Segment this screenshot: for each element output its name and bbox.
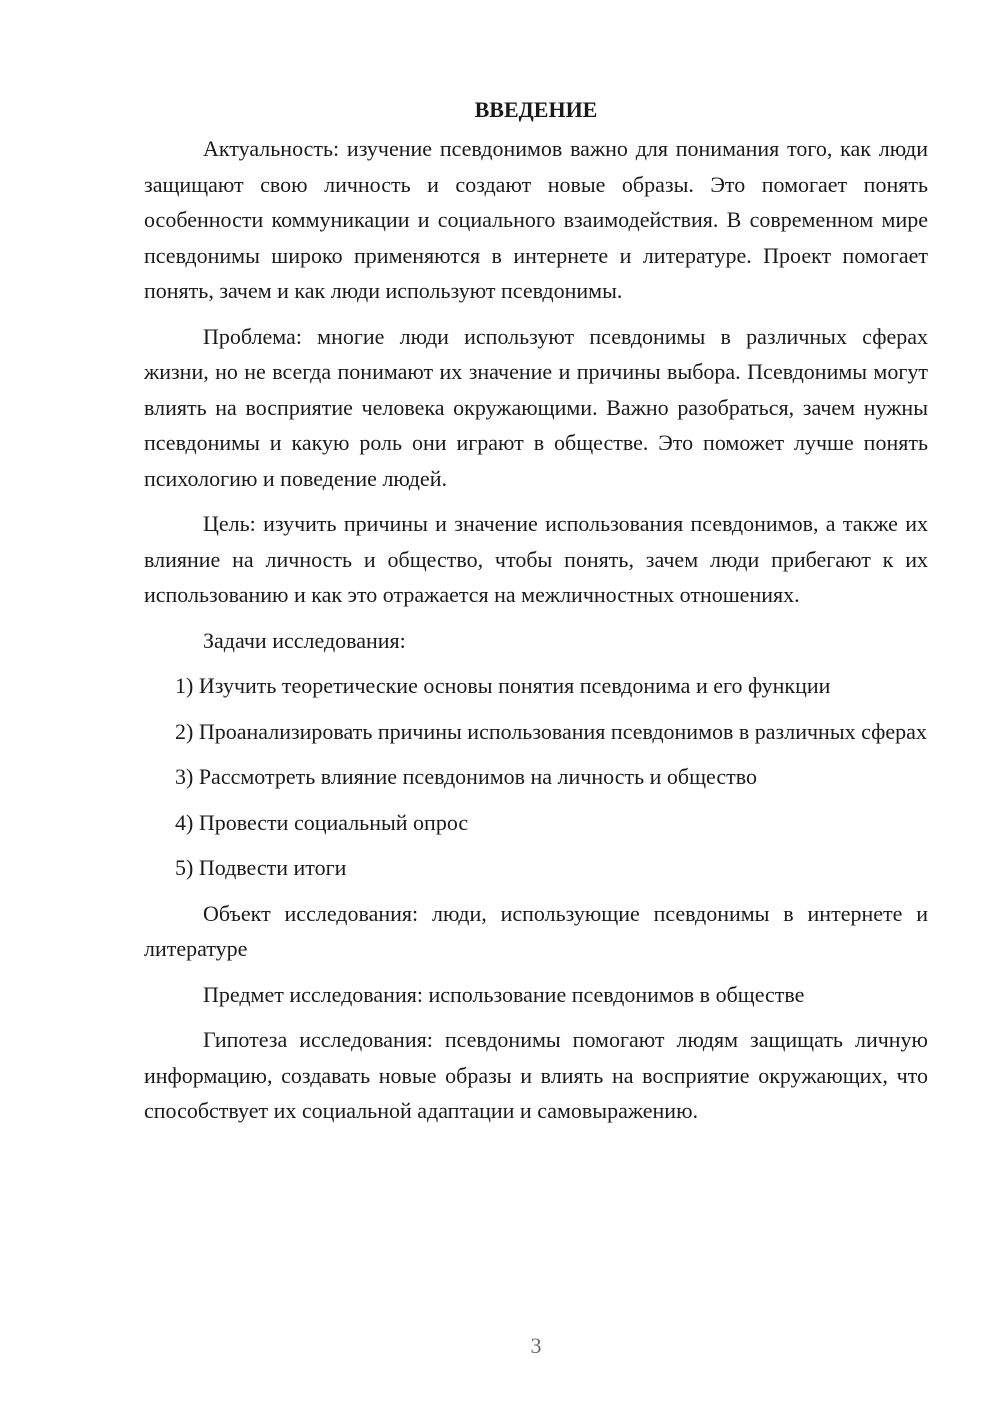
page-content bbox=[144, 92, 928, 1139]
task-item: 2) Проанализировать причины использования псевдонимов в различных сферах bbox=[175, 718, 927, 744]
task-item: 5) Подвести итоги bbox=[175, 855, 347, 880]
page-title: ВВЕДЕНИЕ bbox=[474, 97, 598, 122]
task-item: 3) Рассмотреть влияние псевдонимов на личность и общество bbox=[175, 764, 757, 789]
paragraph-tasks-heading: Задачи исследования: bbox=[203, 627, 406, 653]
page-number: 3 bbox=[530, 1333, 542, 1358]
paragraph-goal: Цель: изучить причины и значение использования псевдонимов, а также их влияние на личность и общество, чтобы понять, зачем люди прибегают к их использованию и как это отражается на межличностных отношениях. bbox=[144, 511, 928, 607]
paragraph-problem: Проблема: многие люди используют псевдонимы в различных сферах жизни, но не всегда понимают их значение и причины выбора. Псевдонимы могут влиять на восприятие человека окружающими. Важно разобраться, зачем нужны псевдонимы и какую роль они играют в обществе. Это поможет лучше понять психологию и поведение людей. bbox=[144, 323, 928, 491]
task-item: 1) Изучить теоретические основы понятия псевдонима и его функции bbox=[175, 673, 831, 698]
paragraph-object: Объект исследования: люди, использующие псевдонимы в интернете и литературе bbox=[144, 900, 928, 961]
paragraph-hypothesis: Гипотеза исследования: псевдонимы помогают людям защищать личную информацию, создавать новые образы и влиять на восприятие окружающих, что способствует их социальной адаптации и самовыражению. bbox=[144, 1027, 928, 1123]
paragraph-subject: Предмет исследования: использование псевдонимов в обществе bbox=[203, 981, 805, 1007]
task-item: 4) Провести социальный опрос bbox=[175, 809, 469, 835]
paragraph-relevance: Актуальность: изучение псевдонимов важно для понимания того, как люди защищают свою личность и создают новые образы. Это помогает понять особенности коммуникации и социального взаимодействия. В современном мире псевдонимы широко применяются в интернете и литературе. Проект помогает понять, зачем и как люди используют псевдонимы. bbox=[144, 136, 928, 303]
